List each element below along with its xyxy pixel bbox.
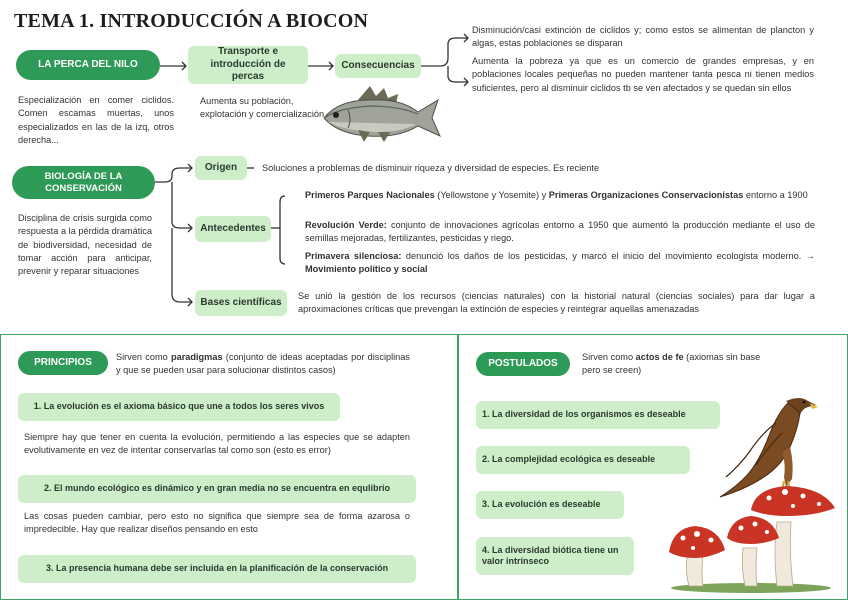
transport-description: Aumenta su población, explotación y comercialización. bbox=[200, 96, 327, 120]
consequence-item-1: Disminución/casi extinción de ciclidos y; como estos se alimentan de plancton y algas, estas poblaciones se disparan bbox=[472, 25, 814, 49]
antecedente-item-2: Revolución Verde: conjunto de innovaciones agrícolas entorno a 1950 que aumentó la producción mediante el uso de semillas mejoradas, fertilizantes, pesticidas y riego. bbox=[305, 220, 815, 244]
postulado-1: 1. La diversidad de los organismos es deseable bbox=[476, 401, 720, 429]
bases-node: Bases científicas bbox=[195, 290, 287, 316]
transport-node: Transporte e introducción de percas bbox=[188, 46, 308, 84]
postulado-3: 3. La evolución es deseable bbox=[476, 491, 624, 519]
postulados-label: POSTULADOS bbox=[476, 352, 570, 376]
antecedente-item-1: Primeros Parques Nacionales (Yellowstone y Yosemite) y Primeras Organizaciones Conservacionistas entorno a 1900 bbox=[305, 190, 808, 200]
postulados-intro: Sirven como actos de fe (axiomas sin base pero se creen) bbox=[582, 352, 761, 376]
principios-intro: Sirven como paradigmas (conjunto de ideas aceptadas por disciplinas y que se pueden usar para solucionar distintos casos) bbox=[116, 352, 410, 376]
antecedentes-node: Antecedentes bbox=[195, 216, 271, 242]
principio-3: 3. La presencia humana debe ser incluida en la planificación de la conservación bbox=[18, 555, 416, 583]
principio-1: 1. La evolución es el axioma básico que une a todos los seres vivos bbox=[18, 393, 340, 421]
bases-text: Se unió la gestión de los recursos (ciencias naturales) con la historial natural (ciencias sociales) para dar lugar a aproximaciones críticas que prevengan la extinción de especies y reintegrar aquellas amenazadas bbox=[298, 291, 815, 315]
principio-2: 2. El mundo ecológico es dinámico y en gran media no se encuentra en equlibrio bbox=[18, 475, 416, 503]
principios-label: PRINCIPIOS bbox=[18, 351, 108, 375]
page-title: TEMA 1. INTRODUCCIÓN A BIOCON bbox=[14, 10, 369, 32]
postulado-2: 2. La complejidad ecológica es deseable bbox=[476, 446, 690, 474]
perca-description: Especialización en comer ciclidos. Comen escamas muertas, unos especializados en las de la izq, otros derecha... bbox=[18, 95, 174, 146]
origen-node: Origen bbox=[195, 156, 247, 180]
principio-2-description: Las cosas pueden cambiar, pero esto no significa que siempre sea de forma azarosa o impredecible. Hay que realizar diseños pensando en esto bbox=[24, 511, 410, 535]
mushroom-icon bbox=[665, 482, 837, 594]
biologia-description: Disciplina de crisis surgida como respuesta a la pérdida dramática de biodiversidad, necesidad de tomar acción para anticipar, prevenir y reparar situaciones bbox=[18, 213, 152, 277]
perca-node: LA PERCA DEL NILO bbox=[16, 50, 160, 80]
postulado-4: 4. La diversidad biótica tiene un valor intrínseco bbox=[476, 537, 634, 575]
consequence-item-2: Aumenta la pobreza ya que es un comercio de grandes empresas, y en poblaciones locales pequeñas no pueden mantener tanta pesca ni tienen medios suficientes, pero al disminuir ciclidos tb se ven afectados y se quedan sin ellos bbox=[472, 56, 814, 93]
antecedente-item-3: Primavera silenciosa: denunció los daños de los pesticidas, y marcó el inicio del movimiento ecologista moderno. → Movimiento político y social bbox=[305, 251, 815, 275]
origen-text: Soluciones a problemas de disminuir riqueza y diversidad de especies. Es reciente bbox=[262, 163, 600, 173]
principio-1-description: Siempre hay que tener en cuenta la evolución, permitiendo a las especies que se adapten evolutivamente en vez de intentar conservarlas tal como son (esto es error) bbox=[24, 432, 410, 456]
consequences-node: Consecuencias bbox=[335, 54, 421, 78]
fish-icon bbox=[318, 82, 442, 146]
biologia-node: BIOLOGÍA DE LA CONSERVACIÓN bbox=[12, 166, 155, 199]
